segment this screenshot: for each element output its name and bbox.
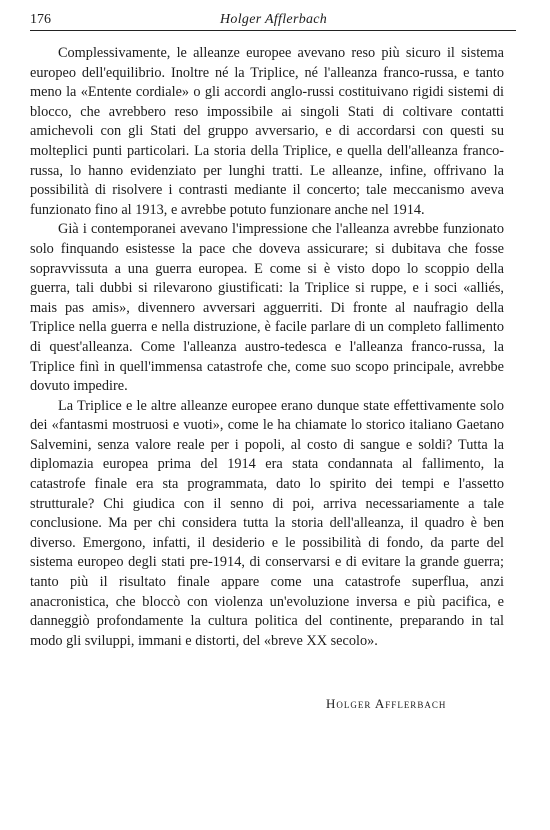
paragraph-3: La Triplice e le altre alleanze europee erano dunque state effettivamente solo dei «fantasmi mostruosi e vuoti», come le ha chiamate lo storico italiano Gaetano Salvemini, senza valore reale per i popoli, al costo di sangue e soldi? Tutta la diplomazia europea prima del 1914 era stata condannata al fallimento, la catastrofe finale era sta programmata, dato lo spirito dei tempi e l'assetto strutturale? Chi giudica con il senno di poi, arriva necessariamente a tale conclusione. Ma per chi considera tutta la storia dell'alleanza, il quadro è ben diverso. Emergono, infatti, il desiderio e le possibilità di fondo, da parte del sistema europeo degli stati pre-1914, di conservarsi e di evitare la grande guerra; tanto più il risultato finale appare come una catastrofe superflua, anzi anacronistica, che bloccò con violenza un'evoluzione inversa e più pacifica, e danneggiò profondamente la cultura politica del continente, preparando in tal modo gli sviluppi, immani e distorti, del «breve XX secolo». [30,397,504,649]
running-head: Holger Afflerbach [220,12,328,27]
author-signature: Holger Afflerbach [326,696,447,711]
page-header [30,8,516,31]
body-text [30,44,504,651]
paragraph-1: Complessivamente, le alleanze europee avevano reso più sicuro il sistema europeo dell'equilibrio. Inoltre né la Triplice, né l'alleanza franco-russa, e tanto meno la «Entente cordiale» o gli accordi anglo-russi costituivano rigidi sistemi di blocco, che avrebbero reso impossibile ai singoli Stati di coltivare contatti amichevoli con gli Stati del gruppo avversario, e di accordarsi con questi su molteplici punti particolari. La storia della Triplice, e quella dell'alleanza franco-russa, lo hanno evidenziato per lunghi tratti. Le alleanze, infine, offrivano la possibilità di risolvere i contrasti mediante il concerto; tale meccanismo aveva funzionato fino al 1913, e avrebbe potuto funzionare anche nel 1914. [30,45,504,218]
paragraph-2: Già i contemporanei avevano l'impressione che l'alleanza avrebbe funzionato solo finquando esistesse la pace che doveva assicurare; si dubitava che fosse sopravvissuta a una guerra europea. E come si è visto dopo lo scoppio della guerra, tali dubbi si rilevarono giustificati: la Triplice si ruppe, e i soci «alliés, mais pas amis», divennero avversari agguerriti. Di fronte al naufragio della Triplice nella guerra e nella distruzione, è facile parlare di un completo fallimento di quest'alleanza. Come l'alleanza austro-tedesca e l'alleanza franco-russa, la Triplice finì in quell'immensa catastrofe che, come suo scopo principale, avrebbe dovuto impedire. [30,221,504,395]
page-number: 176 [30,12,51,27]
